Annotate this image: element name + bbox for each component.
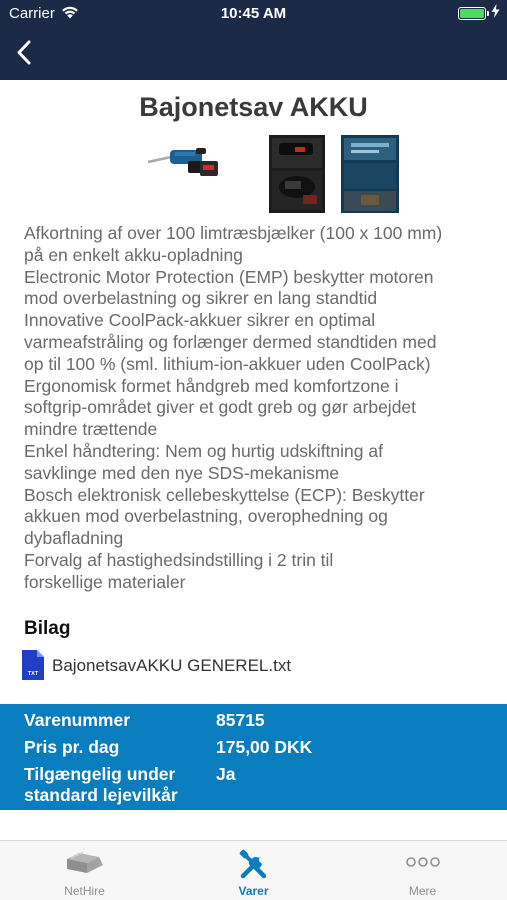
availability-value: Ja xyxy=(216,764,236,784)
price-value: 175,00 DKK xyxy=(216,737,313,757)
description-line: Electronic Motor Protection (EMP) beskytter motoren xyxy=(24,266,434,287)
product-image-saw[interactable] xyxy=(146,135,222,185)
description-line: Afkortning af over 100 limtræsbjælker (100 x 100 mm) xyxy=(24,223,443,243)
description-line: Ergonomisk formet håndgreb med komfortzone i xyxy=(24,375,399,396)
description-line: mod overbelastning og sikrer en lang standtid xyxy=(24,288,378,309)
item-number-label: Varenummer xyxy=(24,710,131,730)
description-line: på en enkelt akku-opladning xyxy=(24,244,243,265)
description-line: op til 100 % (sml. lithium-ion-akkuer uden CoolPack) xyxy=(24,353,431,374)
description-line: Innovative CoolPack-akkuer sikrer en optimal xyxy=(24,310,376,331)
description-line: savklinge med den nye SDS-mekanisme xyxy=(24,462,340,483)
carrier-label: Carrier xyxy=(9,5,55,22)
tab-bar xyxy=(0,840,507,900)
description-line: softgrip-området giver et godt greb og gør arbejdet xyxy=(24,397,417,418)
txt-file-icon xyxy=(22,650,44,680)
tools-icon xyxy=(237,848,271,887)
tab-label-varer: Varer xyxy=(238,884,269,898)
tab-nethire[interactable] xyxy=(0,841,169,900)
description-line: forskellige materialer xyxy=(24,571,186,592)
product-image-case-closed[interactable] xyxy=(341,135,399,213)
charging-icon xyxy=(491,4,500,21)
description-line: Bosch elektronisk cellebeskyttelse (ECP): Beskytter xyxy=(24,484,425,505)
battery-icon xyxy=(458,7,486,20)
description-line: mindre trættende xyxy=(24,419,158,440)
tab-varer[interactable] xyxy=(169,841,338,900)
description-line: akkuen mod overbelastning, overophedning og xyxy=(24,506,388,527)
item-number-value: 85715 xyxy=(216,710,265,730)
tab-label-nethire: NetHire xyxy=(64,884,105,898)
description-line: dybafladning xyxy=(24,528,124,549)
back-button[interactable] xyxy=(12,38,42,68)
attachments-heading: Bilag xyxy=(24,618,71,639)
price-label: Pris pr. dag xyxy=(24,737,120,757)
nethire-logo-icon xyxy=(65,848,105,881)
attachment-file-name: BajonetsavAKKU GENEREL.txt xyxy=(52,656,292,675)
navigation-bar xyxy=(0,28,507,80)
product-image-case-open[interactable] xyxy=(269,135,325,213)
more-dots-icon xyxy=(405,855,441,873)
product-info-panel xyxy=(0,704,507,810)
description-line: Enkel håndtering: Nem og hurtig udskiftning af xyxy=(24,440,383,461)
clock: 10:45 AM xyxy=(220,5,287,22)
attachment-file[interactable] xyxy=(22,650,322,682)
tab-label-mere: Mere xyxy=(408,884,437,898)
description-line: Forvalg af hastighedsindstilling i 2 trin til xyxy=(24,549,334,570)
tab-mere[interactable] xyxy=(338,841,507,900)
description-line: varmeafstråling og forlænger dermed standtiden med xyxy=(24,331,437,352)
product-description xyxy=(24,223,489,594)
product-detail xyxy=(0,80,507,840)
chevron-left-icon xyxy=(12,38,42,68)
availability-label: Tilgængelig under standard lejevilkår xyxy=(24,764,178,805)
product-title: Bajonetsav AKKU xyxy=(139,92,368,122)
svg-text:TXT: TXT xyxy=(27,671,39,677)
status-bar xyxy=(0,0,507,28)
